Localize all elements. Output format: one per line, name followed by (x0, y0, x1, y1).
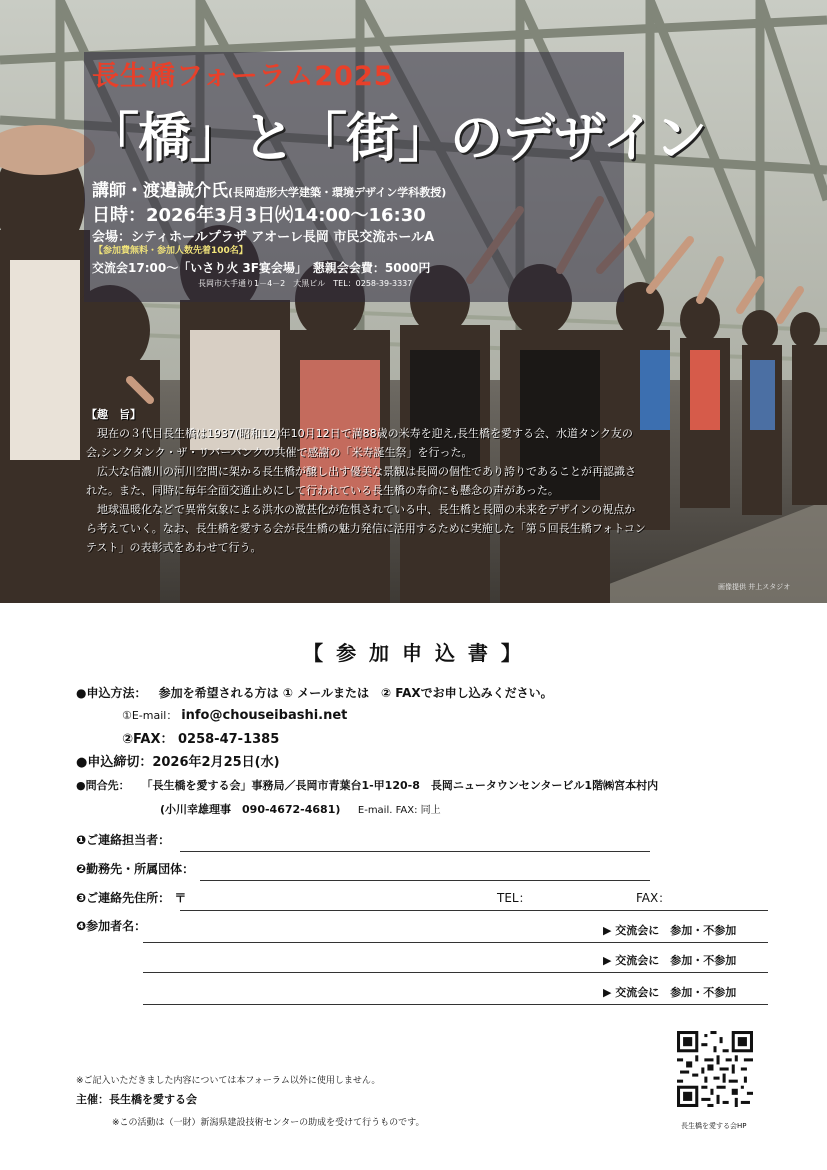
attendance-option[interactable]: ▶ 交流会に 参加・不参加 (603, 986, 737, 999)
participant-line[interactable] (143, 942, 768, 943)
field-contact-person-line[interactable] (180, 851, 650, 852)
contact-label: ●問合先： (76, 779, 130, 792)
privacy-note: ※ご記入いただきました内容については本フォーラム以外に使用しません。 (76, 1076, 381, 1086)
attendance-option[interactable]: ▶ 交流会に 参加・不参加 (603, 954, 737, 967)
field-address: ❸ご連絡先住所： 〒 (76, 891, 187, 905)
main-title: 「橋」と「街」のデザイン (86, 108, 707, 169)
method-text: 参加を希望される方は ① メールまたは ② FAXでお申し込みください。 (158, 686, 553, 700)
contact-person-row (160, 801, 441, 817)
qr-code-icon[interactable] (677, 1031, 753, 1107)
field-participants: ❹参加者名： (76, 919, 147, 933)
purpose-paragraph: 現在の３代目長生橋は1937(昭和12)年10月12日で満88歳の米寿を迎え,長生橋を愛する会、水道タンク友の会,シンクタンク・ザ・リバーバンクの共催で感謝の「米寿誕生祭」を行った。 (86, 427, 633, 459)
event-venue: 会場：シティホールプラザ アオーレ長岡 市民交流ホールA (92, 230, 435, 245)
lecturer (92, 176, 446, 201)
purpose-paragraph: 地球温暖化などで異常気象による洪水の激甚化が危惧されている中、長生橋と長岡の未来をデザインの視点から考えていく。なお、長生橋を愛する会が長生橋の魅力発信に活用するために実施した「第５回長生橋フォトコンテスト」の表彰式をあわせて行う。 (86, 503, 646, 554)
tel-label: TEL： (497, 891, 531, 905)
participant-line[interactable] (143, 1004, 768, 1005)
fax-number: ②FAX： 0258-47-1385 (122, 732, 280, 747)
email-label: ①E-mail： (122, 709, 178, 722)
field-organization: ❷勤務先・所属団体： (76, 862, 195, 876)
qr-label: 長生橋を愛する会HP (681, 1122, 747, 1130)
photo-credit: 画像提供 井上スタジオ (718, 583, 791, 591)
event-datetime: 日時：2026年3月3日㈫14:00～16:30 (92, 205, 426, 226)
email-address[interactable]: info@chouseibashi.net (181, 708, 348, 723)
party-address: 長岡市大手通り1－4－2 大黒ビル TEL：0258-39-3337 (198, 279, 413, 288)
participant-line[interactable] (143, 972, 768, 973)
attendance-option[interactable]: ▶ 交流会に 参加・不参加 (603, 924, 737, 937)
contact-row (76, 777, 658, 793)
deadline: ●申込締切：2026年2月25日(水) (76, 755, 280, 770)
purpose-heading: 【趣 旨】 (86, 408, 141, 421)
method-label: ●申込方法： (76, 686, 147, 700)
field-organization-line[interactable] (200, 880, 650, 881)
grant-note: ※この活動は（一財）新潟県建設技術センターの助成を受けて行うものです。 (112, 1118, 425, 1128)
contact-text: 「長生橋を愛する会」事務局／長岡市青葉台1-甲120-8 長岡ニュータウンセンタービル1階㈱宮本村内 (141, 779, 659, 792)
lecturer-affiliation: (長岡造形大学建築・環境デザイン学科教授) (228, 186, 447, 199)
contact-person: (小川幸雄理事 090-4672-4681) (160, 803, 341, 816)
purpose-section (86, 405, 646, 557)
forum-title: 長生橋フォーラム2025 (92, 61, 394, 92)
method-row (76, 684, 553, 701)
contact-extra: E-mail. FAX: 同上 (357, 805, 441, 816)
field-address-line[interactable] (180, 910, 768, 911)
organizer: 主催：長生橋を愛する会 (76, 1093, 197, 1106)
party-info: 交流会17:00～「いさり火 3F宴会場」 懇親会会費：5000円 (92, 261, 431, 275)
email-row (122, 707, 347, 723)
form-title: 【 参 加 申 込 書 】 (303, 641, 524, 665)
lecturer-name: 講師・渡邉誠介氏 (92, 181, 228, 201)
fax-label: FAX： (636, 891, 671, 905)
purpose-paragraph: 広大な信濃川の河川空間に架かる長生橋が醸し出す優美な景観は長岡の個性であり誇りであることが再認識された。また、同時に毎年全面交通止めにして行われている長生橋の寿命にも懸念の声があった。 (86, 465, 636, 497)
event-fee: 【参加費無料・参加人数先着100名】 (94, 246, 248, 256)
field-contact-person: ❶ご連絡担当者： (76, 833, 171, 847)
